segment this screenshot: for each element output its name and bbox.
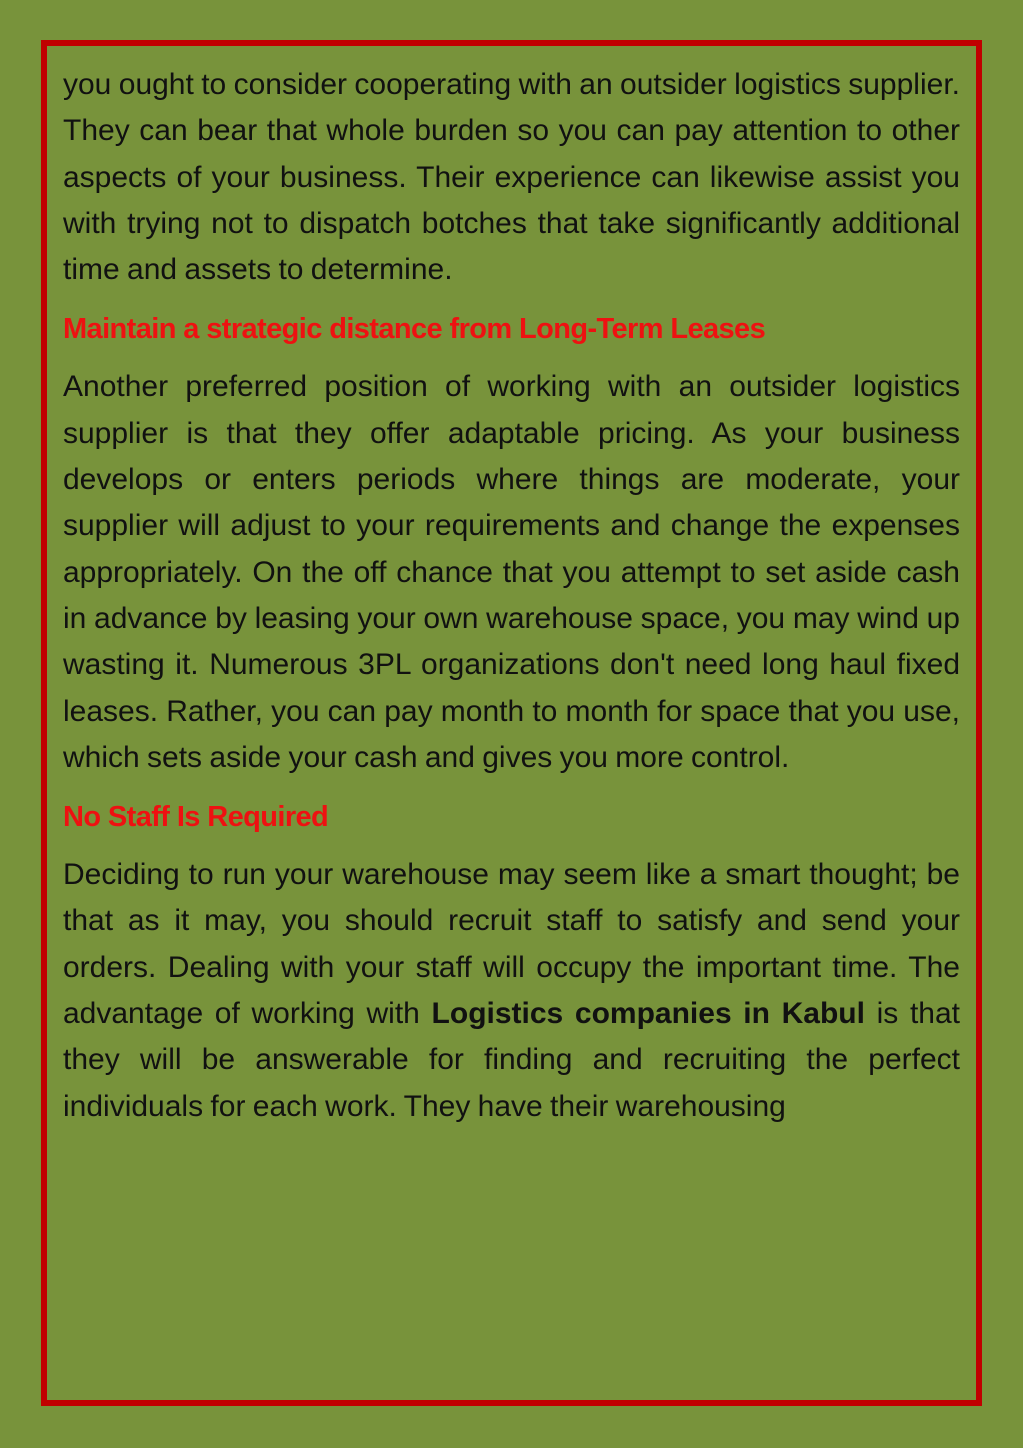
heading-no-staff: No Staff Is Required — [63, 801, 329, 834]
document-body — [63, 62, 960, 1176]
bold-keyword-logistics-kabul: Logistics companies in Kabul — [431, 997, 865, 1031]
paragraph-leases: Another preferred position of working with an outsider logistics supplier is that they offer adaptable pricing. As your business develops or enters periods where things are moderate, your supplier will adjust to your requirements and change the expenses appropriately. On the off chance that you attempt to set aside cash in advance by leasing your own warehouse space, you may wind up wasting it. Numerous 3PL organizations don't need long haul fixed leases. Rather, you can pay month to month for space that you use, which sets aside your cash and gives you more control. — [63, 370, 960, 774]
paragraph-staff-text-end: is that they will be answerable for finding and recruiting the perfect individuals for each work. They have their warehousing — [63, 997, 960, 1123]
paragraph-staff-text-start: Deciding to run your warehouse may seem like a smart thought; be that as it may, you should recruit staff to satisfy and send your orders. Dealing with your staff will occupy the important time. The advantage of working with — [63, 858, 960, 1031]
paragraph-intro: you ought to consider cooperating with an outsider logistics supplier. They can bear that whole burden so you can pay attention to other aspects of your business. Their experience can likewise assist you with trying not to dispatch botches that take significantly additional time and assets to determine. — [63, 68, 960, 287]
paragraph-staff — [63, 852, 960, 1176]
heading-long-term-leases: Maintain a strategic distance from Long-Term Leases — [63, 313, 766, 346]
